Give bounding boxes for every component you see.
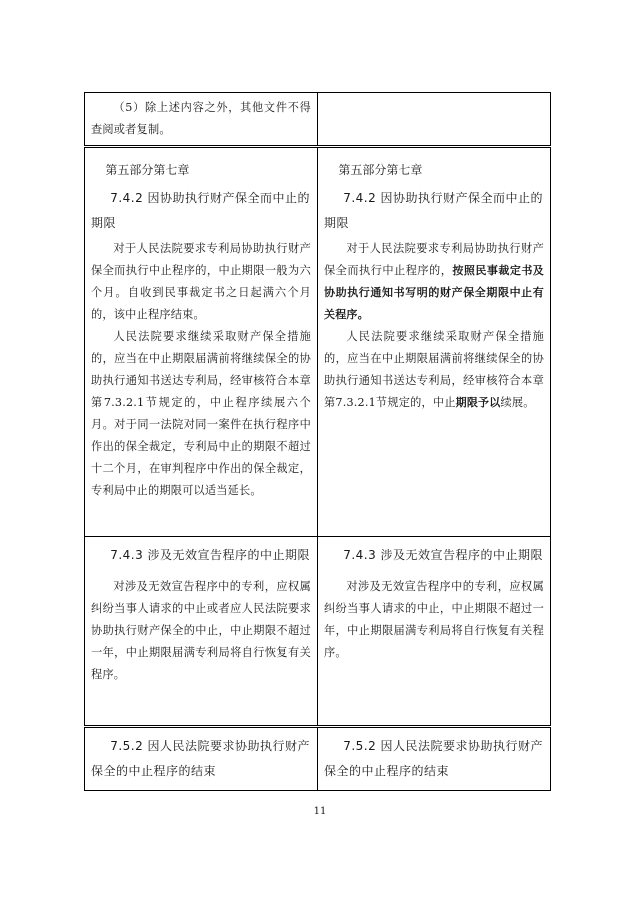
left-cell — [85, 727, 318, 791]
left-section-title: 7.5.2 因人民法院要求协助执行财产保全的中止程序的结束 — [91, 739, 311, 778]
right-section-title: 7.4.2 因协助执行财产保全而中止的期限 — [324, 191, 544, 230]
comparison-table — [84, 92, 551, 791]
right-cell — [318, 147, 551, 537]
right-text-run: 人民法院要求继续采取财产保全措施的，应当在中止期限届满前将继续保全的协助执行通知书送达专利局，经审核符合本章第7.3.2.1节规定的，中止 — [324, 330, 544, 409]
right-cell — [318, 93, 551, 147]
right-text-run: 续展。 — [500, 396, 535, 409]
right-cell — [318, 537, 551, 727]
table-row — [85, 537, 551, 727]
table-row — [85, 727, 551, 791]
right-paragraph: 对涉及无效宣告程序中的专利，应权属纠纷当事人请求的中止，中止期限不超过一年，中止期限届满专利局将自行恢复有关程序。 — [324, 580, 544, 659]
right-cell — [318, 727, 551, 791]
right-bold-text: 期限予以 — [455, 396, 501, 409]
left-cell — [85, 147, 318, 537]
right-section-title: 7.5.2 因人民法院要求协助执行财产保全的中止程序的结束 — [324, 739, 544, 778]
left-text: （5）除上述内容之外，其他文件不得查阅或者复制。 — [91, 101, 311, 136]
left-section-title: 7.4.3 涉及无效宣告程序的中止期限 — [110, 548, 311, 562]
left-paragraph: 人民法院要求继续采取财产保全措施的，应当在中止期限届满前将继续保全的协助执行通知书送达专利局，经审核符合本章第7.3.2.1节规定的，中止程序续展六个月。对于同一法院对同一案件在执行程序中作出的保全裁定，专利局中止的期限不超过十二个月，在审判程序中作出的保全裁定，专利局中止的期限可以适当延长。 — [91, 330, 311, 497]
right-paragraph — [324, 326, 544, 414]
page-number: 11 — [313, 806, 327, 817]
right-text-run: 对于人民法院要求专利局协助执行财产保全而执行中止程序的， — [324, 242, 544, 277]
table-row — [85, 93, 551, 147]
right-paragraph — [324, 238, 544, 326]
left-paragraph: 对涉及无效宣告程序中的专利，应权属纠纷当事人请求的中止或者应人民法院要求协助执行财产保全的中止，中止期限不超过一年，中止期限届满专利局将自行恢复有关程序。 — [91, 580, 311, 681]
right-chapter-header: 第五部分第七章 — [338, 163, 423, 177]
left-section-title: 7.4.2 因协助执行财产保全而中止的期限 — [91, 191, 311, 230]
right-section-title: 7.4.3 涉及无效宣告程序的中止期限 — [343, 548, 544, 562]
table-row — [85, 147, 551, 537]
left-cell — [85, 93, 318, 147]
left-chapter-header: 第五部分第七章 — [105, 163, 190, 177]
left-cell — [85, 537, 318, 727]
left-paragraph: 对于人民法院要求专利局协助执行财产保全而执行中止程序的，中止期限一般为六个月。自收到民事裁定书之日起满六个月的，该中止程序结束。 — [91, 242, 311, 321]
right-bold-text: 按照民事裁定书及协助执行通知书写明的财产保全期限中止有关程序。 — [324, 264, 544, 321]
